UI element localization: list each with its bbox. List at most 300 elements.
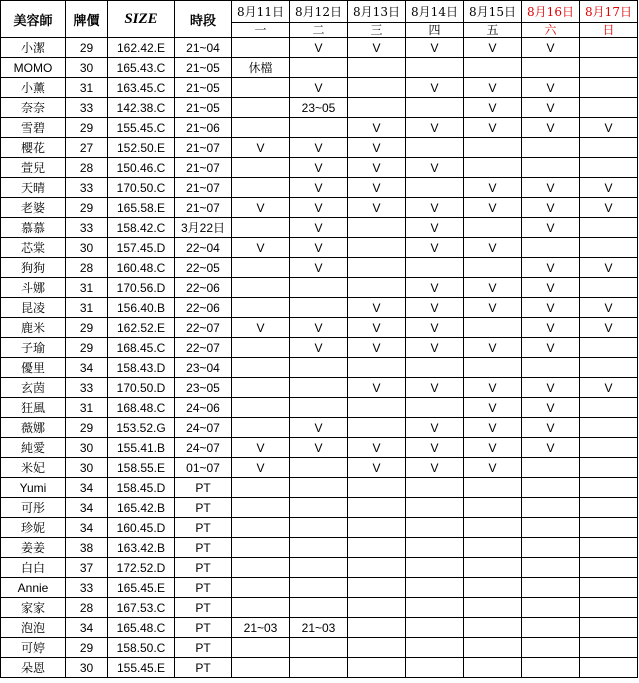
time-slot-cell: 21~05 bbox=[175, 98, 232, 118]
header-date: 8月13日 bbox=[348, 1, 406, 23]
availability-cell: V bbox=[290, 38, 348, 58]
table-row bbox=[1, 598, 638, 618]
availability-cell bbox=[290, 498, 348, 518]
availability-cell: V bbox=[232, 138, 290, 158]
availability-cell: V bbox=[522, 378, 580, 398]
stylist-name-cell: 老婆 bbox=[1, 198, 66, 218]
availability-cell: V bbox=[406, 378, 464, 398]
availability-cell bbox=[232, 578, 290, 598]
time-slot-cell: 22~05 bbox=[175, 258, 232, 278]
availability-cell bbox=[348, 578, 406, 598]
size-cell: 155.45.C bbox=[108, 118, 175, 138]
availability-cell: V bbox=[522, 178, 580, 198]
availability-cell bbox=[348, 418, 406, 438]
availability-cell: V bbox=[406, 338, 464, 358]
stylist-name-cell: 萱兒 bbox=[1, 158, 66, 178]
price-cell: 33 bbox=[66, 378, 108, 398]
availability-cell bbox=[232, 538, 290, 558]
availability-cell: V bbox=[522, 258, 580, 278]
stylist-name-cell: Annie bbox=[1, 578, 66, 598]
availability-cell bbox=[580, 98, 638, 118]
availability-cell bbox=[406, 138, 464, 158]
availability-cell: V bbox=[348, 198, 406, 218]
availability-cell bbox=[406, 658, 464, 678]
table-row bbox=[1, 298, 638, 318]
price-cell: 28 bbox=[66, 598, 108, 618]
availability-cell bbox=[232, 598, 290, 618]
availability-cell: V bbox=[522, 118, 580, 138]
availability-cell bbox=[232, 258, 290, 278]
header-weekday: 六 bbox=[522, 23, 580, 38]
availability-cell bbox=[290, 458, 348, 478]
time-slot-cell: 22~07 bbox=[175, 318, 232, 338]
availability-cell bbox=[232, 218, 290, 238]
availability-cell: V bbox=[290, 338, 348, 358]
availability-cell bbox=[464, 518, 522, 538]
availability-cell bbox=[348, 558, 406, 578]
availability-cell bbox=[580, 578, 638, 598]
availability-cell bbox=[290, 658, 348, 678]
availability-cell bbox=[580, 438, 638, 458]
header-date: 8月11日 bbox=[232, 1, 290, 23]
table-row bbox=[1, 558, 638, 578]
availability-cell: V bbox=[348, 458, 406, 478]
availability-cell bbox=[406, 558, 464, 578]
availability-cell bbox=[232, 338, 290, 358]
size-cell: 160.48.C bbox=[108, 258, 175, 278]
availability-cell: V bbox=[348, 298, 406, 318]
availability-cell bbox=[406, 58, 464, 78]
size-cell: 168.45.C bbox=[108, 338, 175, 358]
price-cell: 34 bbox=[66, 478, 108, 498]
availability-cell bbox=[406, 498, 464, 518]
price-cell: 34 bbox=[66, 358, 108, 378]
availability-cell: V bbox=[290, 318, 348, 338]
size-cell: 172.52.D bbox=[108, 558, 175, 578]
price-cell: 31 bbox=[66, 278, 108, 298]
size-cell: 156.40.B bbox=[108, 298, 175, 318]
availability-cell bbox=[348, 238, 406, 258]
availability-cell bbox=[580, 418, 638, 438]
time-slot-cell: 22~06 bbox=[175, 278, 232, 298]
price-cell: 34 bbox=[66, 498, 108, 518]
availability-cell: V bbox=[580, 298, 638, 318]
availability-cell bbox=[464, 538, 522, 558]
table-row bbox=[1, 178, 638, 198]
stylist-name-cell: 米妃 bbox=[1, 458, 66, 478]
size-cell: 165.45.E bbox=[108, 578, 175, 598]
time-slot-cell: 23~04 bbox=[175, 358, 232, 378]
availability-cell: V bbox=[290, 258, 348, 278]
availability-cell bbox=[406, 358, 464, 378]
availability-cell bbox=[232, 298, 290, 318]
stylist-name-cell: 泡泡 bbox=[1, 618, 66, 638]
availability-cell bbox=[464, 558, 522, 578]
table-row bbox=[1, 398, 638, 418]
availability-cell bbox=[464, 158, 522, 178]
availability-cell: V bbox=[464, 238, 522, 258]
availability-cell bbox=[580, 58, 638, 78]
time-slot-cell: PT bbox=[175, 598, 232, 618]
availability-cell bbox=[348, 518, 406, 538]
size-cell: 170.50.C bbox=[108, 178, 175, 198]
availability-cell bbox=[522, 598, 580, 618]
price-cell: 34 bbox=[66, 518, 108, 538]
stylist-name-cell: 斗娜 bbox=[1, 278, 66, 298]
availability-cell bbox=[348, 498, 406, 518]
price-cell: 28 bbox=[66, 258, 108, 278]
availability-cell bbox=[464, 578, 522, 598]
stylist-name-cell: 可彤 bbox=[1, 498, 66, 518]
availability-cell bbox=[406, 98, 464, 118]
table-row bbox=[1, 258, 638, 278]
availability-cell bbox=[232, 498, 290, 518]
availability-cell: V bbox=[348, 378, 406, 398]
availability-cell bbox=[348, 98, 406, 118]
availability-cell bbox=[464, 478, 522, 498]
table-row bbox=[1, 218, 638, 238]
availability-cell bbox=[290, 518, 348, 538]
availability-cell: V bbox=[348, 158, 406, 178]
availability-cell bbox=[580, 498, 638, 518]
availability-cell bbox=[580, 478, 638, 498]
stylist-name-cell: 小薰 bbox=[1, 78, 66, 98]
time-slot-cell: 24~06 bbox=[175, 398, 232, 418]
availability-cell bbox=[580, 618, 638, 638]
size-cell: 155.41.B bbox=[108, 438, 175, 458]
availability-cell: V bbox=[232, 438, 290, 458]
availability-cell bbox=[464, 598, 522, 618]
availability-cell: V bbox=[290, 418, 348, 438]
stylist-name-cell: 狂風 bbox=[1, 398, 66, 418]
availability-cell bbox=[522, 138, 580, 158]
stylist-name-cell: 純愛 bbox=[1, 438, 66, 458]
table-row bbox=[1, 658, 638, 678]
availability-cell bbox=[580, 398, 638, 418]
availability-cell: V bbox=[232, 458, 290, 478]
stylist-name-cell: 雪碧 bbox=[1, 118, 66, 138]
availability-cell: V bbox=[464, 298, 522, 318]
header-date: 8月16日 bbox=[522, 1, 580, 23]
price-cell: 29 bbox=[66, 418, 108, 438]
availability-cell: V bbox=[464, 418, 522, 438]
availability-cell: V bbox=[522, 338, 580, 358]
price-cell: 27 bbox=[66, 138, 108, 158]
availability-cell: V bbox=[290, 138, 348, 158]
availability-cell bbox=[348, 398, 406, 418]
price-cell: 29 bbox=[66, 318, 108, 338]
size-cell: 158.55.E bbox=[108, 458, 175, 478]
time-slot-cell: 21~07 bbox=[175, 178, 232, 198]
availability-cell bbox=[522, 538, 580, 558]
stylist-name-cell: 櫻花 bbox=[1, 138, 66, 158]
availability-cell bbox=[290, 378, 348, 398]
price-cell: 30 bbox=[66, 58, 108, 78]
size-cell: 158.42.C bbox=[108, 218, 175, 238]
price-cell: 38 bbox=[66, 538, 108, 558]
size-cell: 158.50.C bbox=[108, 638, 175, 658]
time-slot-cell: 22~06 bbox=[175, 298, 232, 318]
availability-cell bbox=[406, 518, 464, 538]
price-cell: 33 bbox=[66, 98, 108, 118]
table-row bbox=[1, 638, 638, 658]
availability-cell: V bbox=[522, 218, 580, 238]
table-header bbox=[1, 1, 638, 38]
availability-cell bbox=[290, 578, 348, 598]
availability-cell bbox=[580, 78, 638, 98]
price-cell: 33 bbox=[66, 578, 108, 598]
stylist-name-cell: 慕慕 bbox=[1, 218, 66, 238]
availability-cell bbox=[406, 538, 464, 558]
table-row bbox=[1, 378, 638, 398]
time-slot-cell: 23~05 bbox=[175, 378, 232, 398]
size-cell: 157.45.D bbox=[108, 238, 175, 258]
table-row bbox=[1, 278, 638, 298]
availability-cell: V bbox=[580, 258, 638, 278]
availability-cell: V bbox=[522, 98, 580, 118]
availability-cell bbox=[348, 258, 406, 278]
stylist-name-cell: 優里 bbox=[1, 358, 66, 378]
availability-cell: V bbox=[348, 438, 406, 458]
availability-cell bbox=[348, 358, 406, 378]
availability-cell: V bbox=[406, 298, 464, 318]
availability-cell bbox=[232, 518, 290, 538]
availability-cell: V bbox=[406, 118, 464, 138]
availability-cell bbox=[290, 478, 348, 498]
availability-cell bbox=[406, 618, 464, 638]
table-row bbox=[1, 78, 638, 98]
stylist-name-cell: 朵恩 bbox=[1, 658, 66, 678]
size-cell: 150.46.C bbox=[108, 158, 175, 178]
availability-cell bbox=[290, 118, 348, 138]
availability-cell bbox=[232, 558, 290, 578]
table-row bbox=[1, 318, 638, 338]
time-slot-cell: 21~05 bbox=[175, 78, 232, 98]
availability-cell bbox=[522, 478, 580, 498]
availability-cell bbox=[232, 98, 290, 118]
availability-cell: V bbox=[580, 178, 638, 198]
table-row bbox=[1, 198, 638, 218]
table-row bbox=[1, 418, 638, 438]
table-row bbox=[1, 618, 638, 638]
size-cell: 165.43.C bbox=[108, 58, 175, 78]
availability-cell bbox=[348, 78, 406, 98]
header-date: 8月12日 bbox=[290, 1, 348, 23]
availability-cell: V bbox=[464, 178, 522, 198]
availability-cell: 23~05 bbox=[290, 98, 348, 118]
availability-cell bbox=[290, 638, 348, 658]
time-slot-cell: 21~04 bbox=[175, 38, 232, 58]
header-weekday: 二 bbox=[290, 23, 348, 38]
size-cell: 158.45.D bbox=[108, 478, 175, 498]
availability-cell bbox=[580, 598, 638, 618]
availability-cell bbox=[522, 518, 580, 538]
availability-cell bbox=[406, 478, 464, 498]
header-price: 牌價 bbox=[66, 1, 108, 38]
price-cell: 37 bbox=[66, 558, 108, 578]
table-row bbox=[1, 518, 638, 538]
table-row bbox=[1, 58, 638, 78]
price-cell: 29 bbox=[66, 338, 108, 358]
availability-cell bbox=[406, 398, 464, 418]
table-row bbox=[1, 578, 638, 598]
availability-cell: V bbox=[406, 238, 464, 258]
header-size: SIZE bbox=[108, 1, 175, 38]
availability-cell bbox=[580, 278, 638, 298]
availability-cell bbox=[290, 278, 348, 298]
header-weekday: 一 bbox=[232, 23, 290, 38]
stylist-name-cell: MOMO bbox=[1, 58, 66, 78]
availability-cell: V bbox=[522, 398, 580, 418]
availability-cell bbox=[522, 458, 580, 478]
time-slot-cell: PT bbox=[175, 658, 232, 678]
size-cell: 167.53.C bbox=[108, 598, 175, 618]
availability-cell bbox=[580, 338, 638, 358]
price-cell: 30 bbox=[66, 658, 108, 678]
availability-cell bbox=[290, 598, 348, 618]
stylist-name-cell: 玄茵 bbox=[1, 378, 66, 398]
availability-cell bbox=[522, 238, 580, 258]
availability-cell: V bbox=[464, 378, 522, 398]
availability-cell bbox=[348, 618, 406, 638]
table-row bbox=[1, 458, 638, 478]
availability-cell: V bbox=[406, 78, 464, 98]
stylist-name-cell: 姜姜 bbox=[1, 538, 66, 558]
size-cell: 162.52.E bbox=[108, 318, 175, 338]
size-cell: 165.42.B bbox=[108, 498, 175, 518]
availability-cell: V bbox=[580, 118, 638, 138]
table-row bbox=[1, 138, 638, 158]
size-cell: 170.50.D bbox=[108, 378, 175, 398]
availability-cell bbox=[522, 358, 580, 378]
availability-cell: V bbox=[232, 318, 290, 338]
price-cell: 34 bbox=[66, 618, 108, 638]
availability-cell bbox=[232, 78, 290, 98]
availability-cell: V bbox=[406, 158, 464, 178]
availability-cell bbox=[232, 278, 290, 298]
availability-cell: V bbox=[348, 38, 406, 58]
availability-cell: V bbox=[290, 198, 348, 218]
stylist-name-cell: 昆凌 bbox=[1, 298, 66, 318]
availability-cell bbox=[348, 538, 406, 558]
time-slot-cell: 3月22日 bbox=[175, 218, 232, 238]
size-cell: 162.42.E bbox=[108, 38, 175, 58]
availability-cell: V bbox=[348, 338, 406, 358]
availability-cell bbox=[522, 58, 580, 78]
availability-cell bbox=[290, 558, 348, 578]
availability-cell: V bbox=[348, 178, 406, 198]
availability-cell: V bbox=[522, 438, 580, 458]
size-cell: 160.45.D bbox=[108, 518, 175, 538]
availability-cell: V bbox=[522, 38, 580, 58]
time-slot-cell: 01~07 bbox=[175, 458, 232, 478]
availability-cell bbox=[580, 138, 638, 158]
price-cell: 29 bbox=[66, 38, 108, 58]
size-cell: 153.52.G bbox=[108, 418, 175, 438]
size-cell: 168.48.C bbox=[108, 398, 175, 418]
availability-cell: V bbox=[406, 418, 464, 438]
table-row bbox=[1, 98, 638, 118]
table-row bbox=[1, 338, 638, 358]
availability-cell bbox=[464, 258, 522, 278]
availability-cell bbox=[580, 218, 638, 238]
availability-cell bbox=[232, 378, 290, 398]
availability-cell bbox=[464, 618, 522, 638]
time-slot-cell: 24~07 bbox=[175, 418, 232, 438]
price-cell: 30 bbox=[66, 458, 108, 478]
availability-cell bbox=[406, 178, 464, 198]
time-slot-cell: PT bbox=[175, 478, 232, 498]
stylist-name-cell: 狗狗 bbox=[1, 258, 66, 278]
availability-cell: V bbox=[464, 338, 522, 358]
availability-cell: 21~03 bbox=[232, 618, 290, 638]
availability-cell bbox=[348, 218, 406, 238]
availability-cell: V bbox=[522, 298, 580, 318]
availability-cell bbox=[580, 358, 638, 378]
time-slot-cell: PT bbox=[175, 538, 232, 558]
header-weekday: 三 bbox=[348, 23, 406, 38]
availability-cell bbox=[580, 518, 638, 538]
stylist-name-cell: 珍妮 bbox=[1, 518, 66, 538]
availability-cell bbox=[290, 298, 348, 318]
table-row bbox=[1, 438, 638, 458]
availability-cell bbox=[464, 638, 522, 658]
time-slot-cell: 22~04 bbox=[175, 238, 232, 258]
header-date: 8月14日 bbox=[406, 1, 464, 23]
table-row bbox=[1, 238, 638, 258]
availability-cell bbox=[522, 578, 580, 598]
availability-cell bbox=[522, 618, 580, 638]
availability-cell: V bbox=[406, 198, 464, 218]
price-cell: 28 bbox=[66, 158, 108, 178]
availability-cell bbox=[232, 118, 290, 138]
availability-cell: V bbox=[290, 218, 348, 238]
availability-cell bbox=[522, 498, 580, 518]
time-slot-cell: 21~05 bbox=[175, 58, 232, 78]
stylist-name-cell: 天晴 bbox=[1, 178, 66, 198]
price-cell: 31 bbox=[66, 298, 108, 318]
availability-cell: V bbox=[406, 458, 464, 478]
stylist-name-cell: 家家 bbox=[1, 598, 66, 618]
table-body bbox=[1, 38, 638, 678]
size-cell: 155.45.E bbox=[108, 658, 175, 678]
stylist-name-cell: 薇娜 bbox=[1, 418, 66, 438]
availability-cell bbox=[232, 418, 290, 438]
availability-cell: V bbox=[464, 78, 522, 98]
availability-cell bbox=[290, 538, 348, 558]
availability-cell bbox=[580, 238, 638, 258]
time-slot-cell: PT bbox=[175, 558, 232, 578]
stylist-name-cell: Yumi bbox=[1, 478, 66, 498]
availability-cell bbox=[522, 658, 580, 678]
availability-cell bbox=[348, 638, 406, 658]
availability-cell bbox=[580, 458, 638, 478]
availability-cell: V bbox=[464, 458, 522, 478]
availability-cell bbox=[580, 658, 638, 678]
price-cell: 29 bbox=[66, 638, 108, 658]
availability-cell bbox=[406, 258, 464, 278]
availability-cell bbox=[232, 478, 290, 498]
time-slot-cell: 22~07 bbox=[175, 338, 232, 358]
availability-cell: V bbox=[348, 118, 406, 138]
availability-cell: 休檔 bbox=[232, 58, 290, 78]
stylist-name-cell: 小潔 bbox=[1, 38, 66, 58]
availability-cell bbox=[406, 578, 464, 598]
time-slot-cell: 24~07 bbox=[175, 438, 232, 458]
availability-cell bbox=[232, 658, 290, 678]
header-weekday: 五 bbox=[464, 23, 522, 38]
price-cell: 33 bbox=[66, 178, 108, 198]
